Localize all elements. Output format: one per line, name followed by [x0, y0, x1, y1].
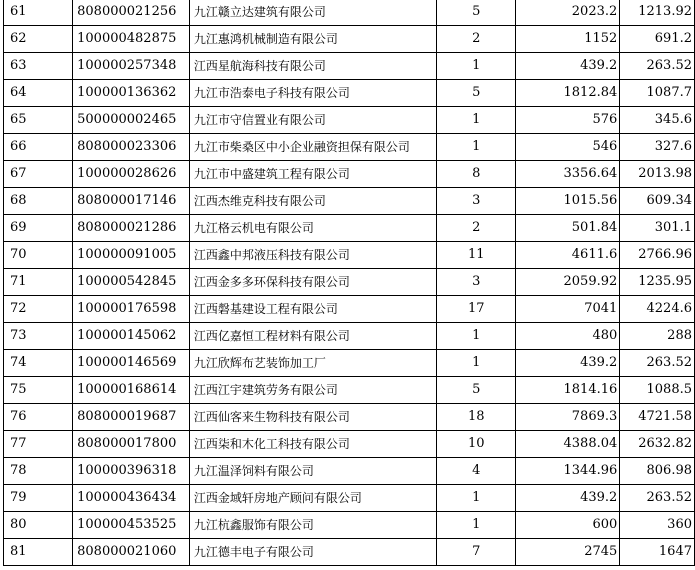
subsidy-cell: 345.6	[620, 107, 695, 134]
amount-cell: 439.2	[516, 485, 620, 512]
subsidy-cell: 1088.5	[620, 377, 695, 404]
company-name-cell: 江西亿嘉恒工程材料有限公司	[189, 323, 436, 350]
company-name-cell: 九江市中盛建筑工程有限公司	[189, 161, 436, 188]
count-cell: 10	[437, 431, 516, 458]
account-id-cell: 808000021060	[73, 539, 190, 566]
amount-cell: 1152	[516, 26, 620, 53]
subsidy-cell: 327.6	[620, 134, 695, 161]
row-number-cell: 71	[4, 269, 73, 296]
account-id-cell: 100000176598	[73, 296, 190, 323]
row-number-cell: 68	[4, 188, 73, 215]
company-name-cell: 九江温泽饲料有限公司	[189, 458, 436, 485]
company-name-cell: 江西金多多环保科技有限公司	[189, 269, 436, 296]
count-cell: 4	[437, 458, 516, 485]
company-table	[3, 0, 695, 566]
table-row	[4, 26, 695, 53]
count-cell: 1	[437, 512, 516, 539]
row-number-cell: 66	[4, 134, 73, 161]
row-number-cell: 78	[4, 458, 73, 485]
table-row	[4, 485, 695, 512]
row-number-cell: 79	[4, 485, 73, 512]
company-name-cell: 九江杭鑫服饰有限公司	[189, 512, 436, 539]
company-name-cell: 江西星航海科技有限公司	[189, 53, 436, 80]
count-cell: 1	[437, 350, 516, 377]
company-name-cell: 九江德丰电子有限公司	[189, 539, 436, 566]
company-name-cell: 九江市浩泰电子科技有限公司	[189, 80, 436, 107]
count-cell: 3	[437, 188, 516, 215]
row-number-cell: 74	[4, 350, 73, 377]
subsidy-cell: 1087.7	[620, 80, 695, 107]
company-name-cell: 九江赣立达建筑有限公司	[189, 0, 436, 26]
amount-cell: 7869.3	[516, 404, 620, 431]
table-row	[4, 512, 695, 539]
company-name-cell: 江西江宇建筑劳务有限公司	[189, 377, 436, 404]
subsidy-cell: 1647	[620, 539, 695, 566]
table-row	[4, 404, 695, 431]
count-cell: 18	[437, 404, 516, 431]
amount-cell: 1814.16	[516, 377, 620, 404]
account-id-cell: 100000146569	[73, 350, 190, 377]
count-cell: 17	[437, 296, 516, 323]
table-row	[4, 0, 695, 26]
account-id-cell: 808000021256	[73, 0, 190, 26]
subsidy-cell: 2766.96	[620, 242, 695, 269]
amount-cell: 2023.2	[516, 0, 620, 26]
account-id-cell: 808000023306	[73, 134, 190, 161]
amount-cell: 439.2	[516, 53, 620, 80]
row-number-cell: 72	[4, 296, 73, 323]
amount-cell: 1015.56	[516, 188, 620, 215]
table-row	[4, 269, 695, 296]
subsidy-cell: 2013.98	[620, 161, 695, 188]
amount-cell: 4388.04	[516, 431, 620, 458]
row-number-cell: 76	[4, 404, 73, 431]
amount-cell: 4611.6	[516, 242, 620, 269]
amount-cell: 7041	[516, 296, 620, 323]
company-name-cell: 九江市柴桑区中小企业融资担保有限公司	[189, 134, 436, 161]
subsidy-cell: 301.1	[620, 215, 695, 242]
amount-cell: 3356.64	[516, 161, 620, 188]
amount-cell: 480	[516, 323, 620, 350]
count-cell: 2	[437, 26, 516, 53]
table-row	[4, 134, 695, 161]
amount-cell: 1812.84	[516, 80, 620, 107]
count-cell: 8	[437, 161, 516, 188]
amount-cell: 501.84	[516, 215, 620, 242]
count-cell: 5	[437, 80, 516, 107]
account-id-cell: 100000542845	[73, 269, 190, 296]
table-row	[4, 188, 695, 215]
company-name-cell: 九江格云机电有限公司	[189, 215, 436, 242]
row-number-cell: 63	[4, 53, 73, 80]
count-cell: 5	[437, 377, 516, 404]
company-name-cell: 江西金域轩房地产顾问有限公司	[189, 485, 436, 512]
row-number-cell: 70	[4, 242, 73, 269]
row-number-cell: 64	[4, 80, 73, 107]
amount-cell: 546	[516, 134, 620, 161]
account-id-cell: 100000168614	[73, 377, 190, 404]
count-cell: 7	[437, 539, 516, 566]
table-row	[4, 458, 695, 485]
count-cell: 1	[437, 107, 516, 134]
count-cell: 3	[437, 269, 516, 296]
account-id-cell: 100000257348	[73, 53, 190, 80]
table-row	[4, 377, 695, 404]
subsidy-cell: 263.52	[620, 53, 695, 80]
company-name-cell: 九江欣辉布艺装饰加工厂	[189, 350, 436, 377]
account-id-cell: 100000453525	[73, 512, 190, 539]
subsidy-cell: 4721.58	[620, 404, 695, 431]
subsidy-cell: 288	[620, 323, 695, 350]
table-row	[4, 539, 695, 566]
account-id-cell: 500000002465	[73, 107, 190, 134]
account-id-cell: 100000028626	[73, 161, 190, 188]
amount-cell: 2745	[516, 539, 620, 566]
subsidy-cell: 609.34	[620, 188, 695, 215]
account-id-cell: 100000436434	[73, 485, 190, 512]
row-number-cell: 81	[4, 539, 73, 566]
subsidy-cell: 1213.92	[620, 0, 695, 26]
account-id-cell: 808000019687	[73, 404, 190, 431]
row-number-cell: 73	[4, 323, 73, 350]
row-number-cell: 75	[4, 377, 73, 404]
amount-cell: 1344.96	[516, 458, 620, 485]
account-id-cell: 100000482875	[73, 26, 190, 53]
row-number-cell: 77	[4, 431, 73, 458]
account-id-cell: 808000017800	[73, 431, 190, 458]
company-name-cell: 江西磐基建设工程有限公司	[189, 296, 436, 323]
company-name-cell: 江西鑫中邦液压科技有限公司	[189, 242, 436, 269]
subsidy-cell: 2632.82	[620, 431, 695, 458]
company-name-cell: 江西仙客来生物科技有限公司	[189, 404, 436, 431]
account-id-cell: 808000021286	[73, 215, 190, 242]
row-number-cell: 80	[4, 512, 73, 539]
subsidy-cell: 263.52	[620, 485, 695, 512]
table-row	[4, 431, 695, 458]
subsidy-cell: 263.52	[620, 350, 695, 377]
company-name-cell: 江西柒和木化工科技有限公司	[189, 431, 436, 458]
subsidy-cell: 4224.6	[620, 296, 695, 323]
count-cell: 5	[437, 0, 516, 26]
account-id-cell: 808000017146	[73, 188, 190, 215]
table-row	[4, 242, 695, 269]
amount-cell: 576	[516, 107, 620, 134]
row-number-cell: 61	[4, 0, 73, 26]
table-row	[4, 161, 695, 188]
account-id-cell: 100000145062	[73, 323, 190, 350]
company-name-cell: 江西杰维克科技有限公司	[189, 188, 436, 215]
amount-cell: 600	[516, 512, 620, 539]
row-number-cell: 62	[4, 26, 73, 53]
count-cell: 1	[437, 485, 516, 512]
table-row	[4, 80, 695, 107]
table-row	[4, 107, 695, 134]
count-cell: 11	[437, 242, 516, 269]
amount-cell: 2059.92	[516, 269, 620, 296]
row-number-cell: 69	[4, 215, 73, 242]
row-number-cell: 67	[4, 161, 73, 188]
subsidy-cell: 691.2	[620, 26, 695, 53]
account-id-cell: 100000091005	[73, 242, 190, 269]
amount-cell: 439.2	[516, 350, 620, 377]
row-number-cell: 65	[4, 107, 73, 134]
company-name-cell: 九江市守信置业有限公司	[189, 107, 436, 134]
count-cell: 1	[437, 323, 516, 350]
company-name-cell: 九江惠鸿机械制造有限公司	[189, 26, 436, 53]
table-row	[4, 215, 695, 242]
table-row	[4, 350, 695, 377]
subsidy-cell: 806.98	[620, 458, 695, 485]
account-id-cell: 100000136362	[73, 80, 190, 107]
subsidy-cell: 360	[620, 512, 695, 539]
table-row	[4, 323, 695, 350]
subsidy-cell: 1235.95	[620, 269, 695, 296]
count-cell: 2	[437, 215, 516, 242]
count-cell: 1	[437, 53, 516, 80]
table-body	[4, 0, 695, 566]
table-row	[4, 296, 695, 323]
table-row	[4, 53, 695, 80]
count-cell: 1	[437, 134, 516, 161]
account-id-cell: 100000396318	[73, 458, 190, 485]
